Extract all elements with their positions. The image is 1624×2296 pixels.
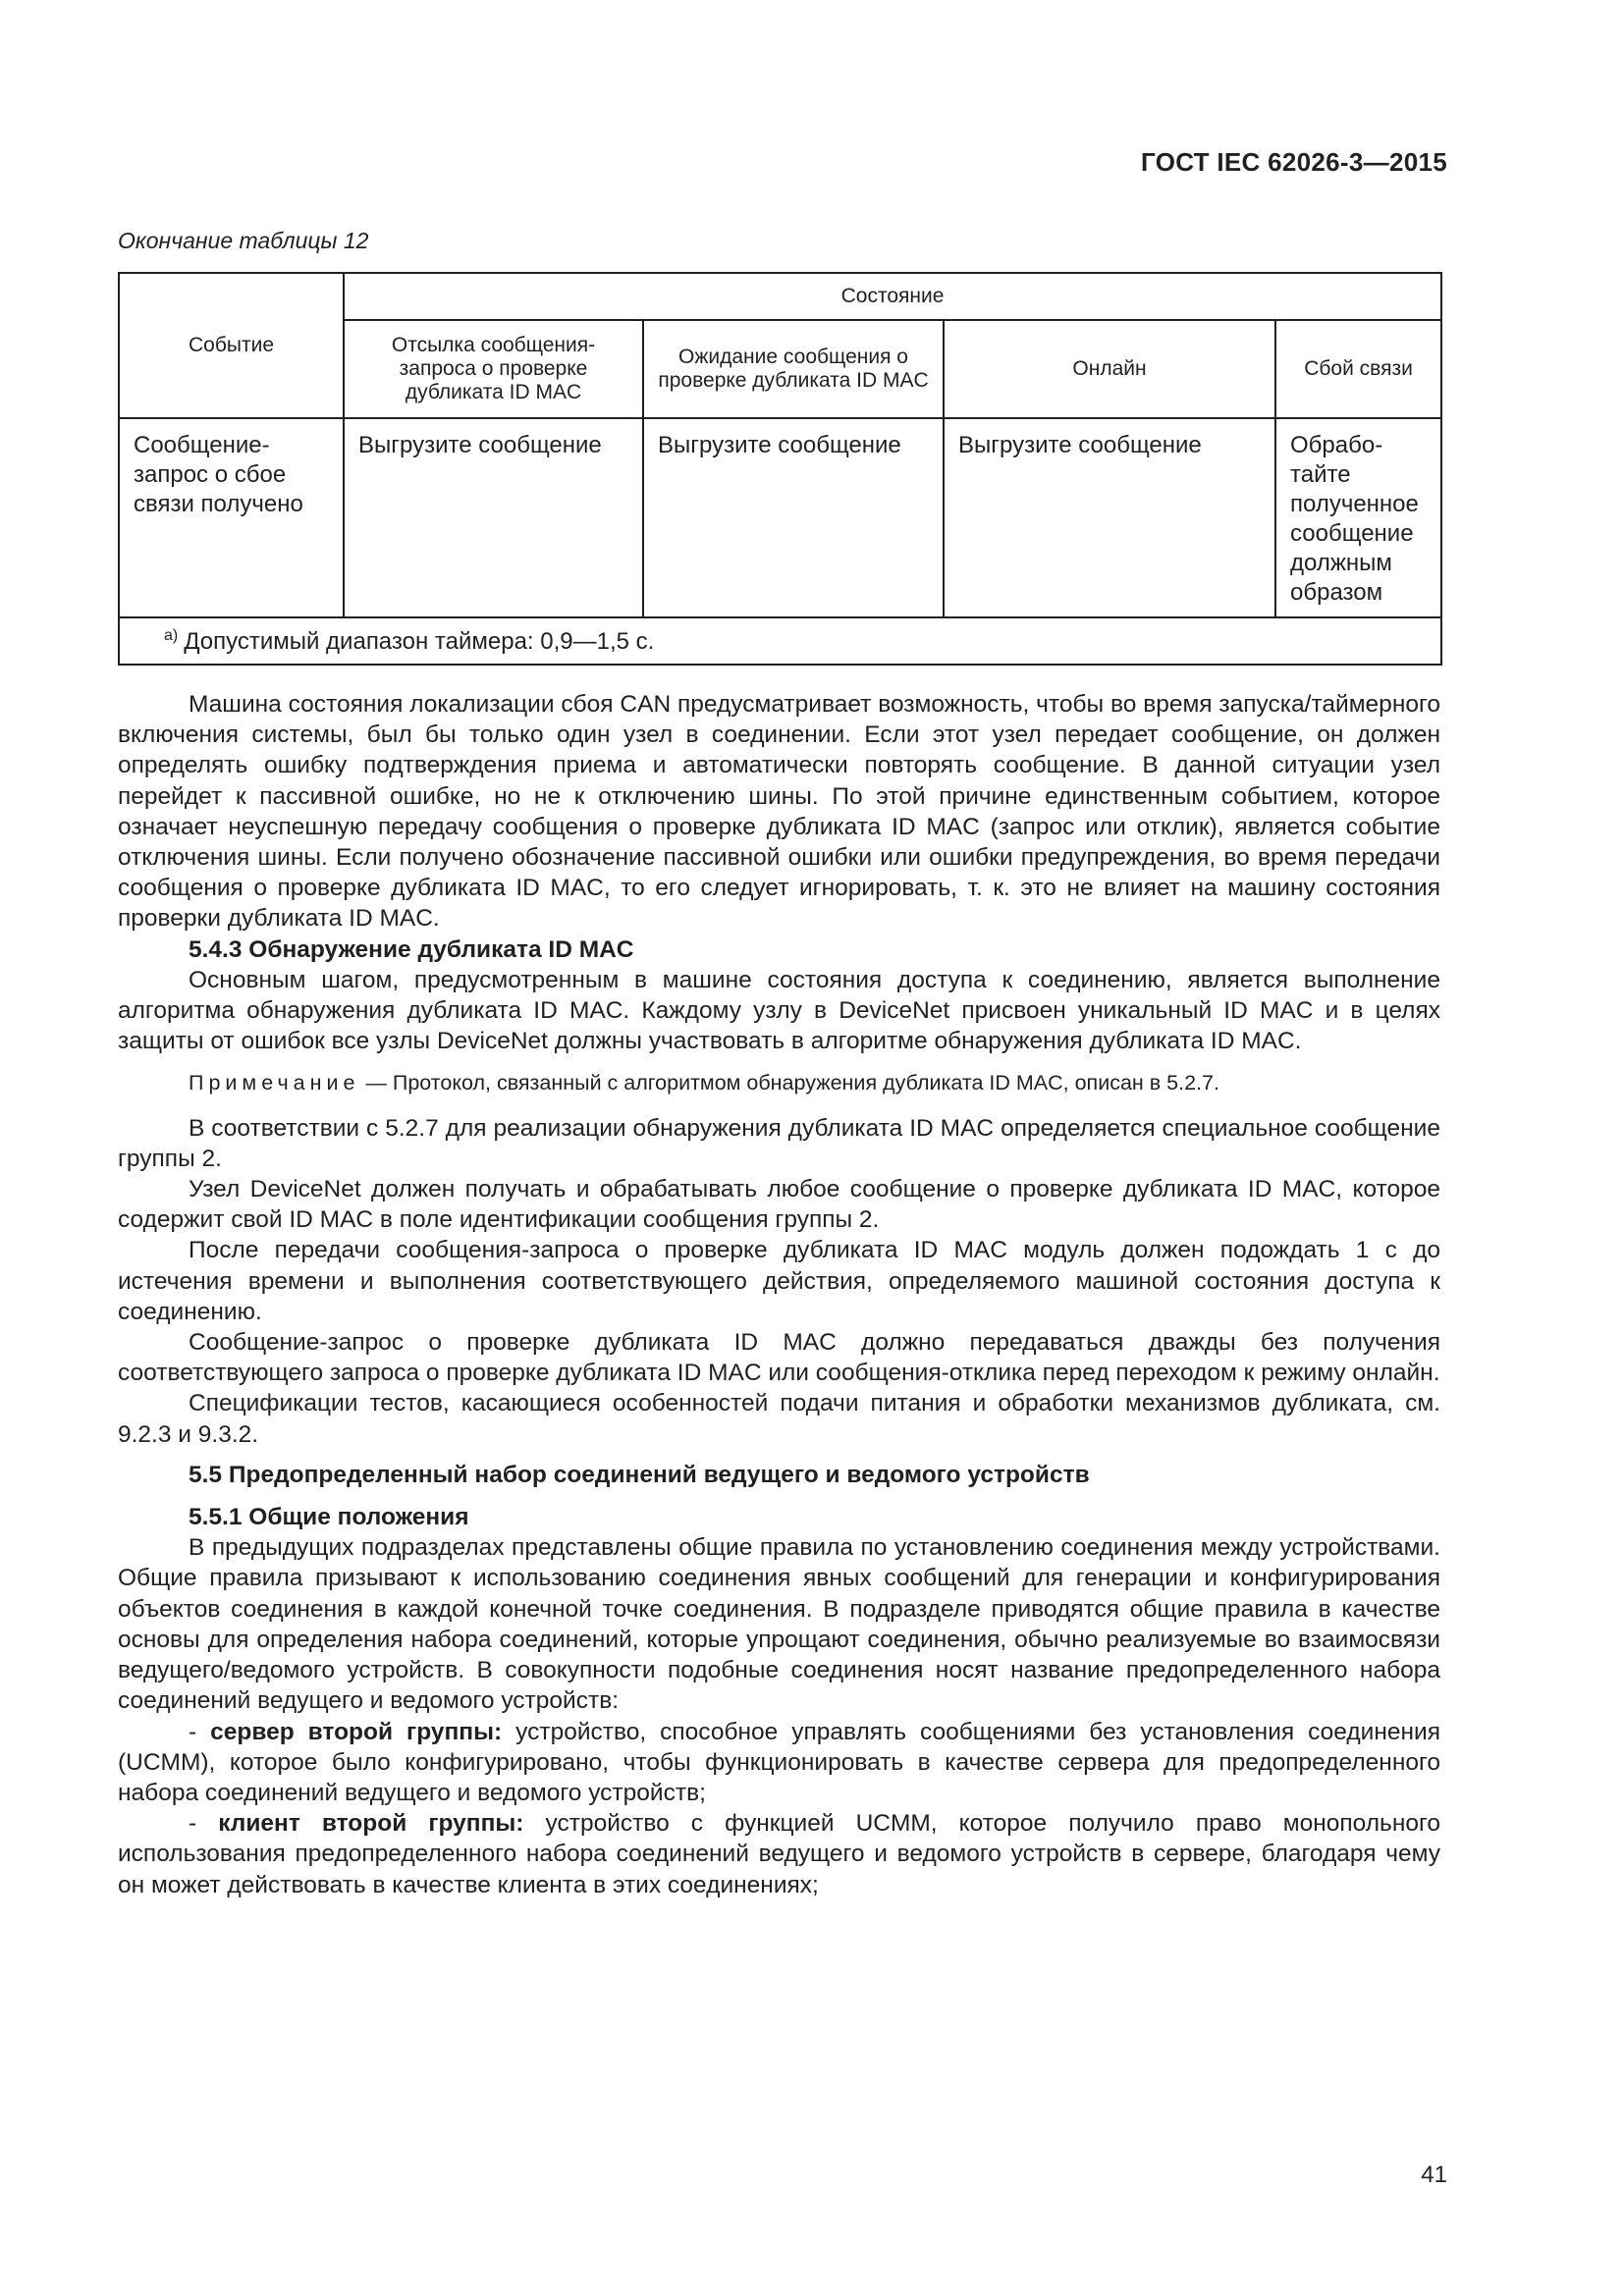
header-state-failure: Сбой связи — [1275, 320, 1441, 418]
paragraph: Узел DeviceNet должен получать и обрабатывать любое сообщение о проверке дубликата ID MAC, которое содержит свой ID MAC в поле идентификации сообщения группы 2. — [118, 1176, 1440, 1234]
table-caption: Окончание таблицы 12 — [118, 228, 369, 253]
body-text — [118, 689, 1440, 1900]
paragraph: Машина состояния локализации сбоя CAN предусматривает возможность, чтобы во время запуска/таймерного включения системы, был бы только один узел в соединении. Если этот узел передает сообщение, он должен определять ошибку подтверждения приема и автоматически повторять сообщение. В данной ситуации узел перейдет к пассивной ошибке, но не к отключению шины. По этой причине единственным событием, которое означает неуспешную передачу сообщения о проверке дубликата ID MAC (запрос или отклик), является событие отключения шины. Если получено обозначение пассивной ошибки или ошибки предупреждения, во время передачи сообщения о проверке дубликата ID MAC, то его следует игнорировать, т. к. это не влияет на машину состояния проверки дубликата ID MAC. — [118, 691, 1440, 933]
list-item — [118, 1808, 1440, 1900]
paragraph: После передачи сообщения-запроса о проверке дубликата ID MAC модуль должен подождать 1 с до истечения времени и выполнения соответствующего действия, определяемого машиной состояния доступа к соединению. — [118, 1237, 1440, 1325]
table-footnote — [119, 617, 1441, 665]
page-number: 41 — [1421, 2162, 1447, 2188]
header-event: Событие — [119, 273, 344, 418]
paragraph: Спецификации тестов, касающиеся особенностей подачи питания и обработки механизмов дубликата, см. 9.2.3 и 9.3.2. — [118, 1390, 1440, 1448]
footnote-text: Допустимый диапазон таймера: 0,9—1,5 с. — [184, 627, 655, 655]
cell-sending: Выгрузите сообщение — [344, 418, 643, 617]
cell-event: Сообщение-запрос о сбое связи получено — [119, 418, 344, 617]
note — [118, 1068, 1440, 1098]
bullet-text: устройство с функцией UCMM, которое получило право монопольного использования предопределенного набора соединений ведущего и ведомого устройств в сервере, благодаря чему он может действовать в качестве клиента в этих соединениях; — [118, 1810, 1440, 1898]
section-heading-5-5: 5.5 Предопределенный набор соединений ведущего и ведомого устройств — [189, 1461, 1090, 1488]
paragraph: В предыдущих подразделах представлены общие правила по установлению соединения между устройствами. Общие правила призывают к использованию соединения явных сообщений для генерации и конфигурирования объектов соединения в каждой конечной точке соединения. В подразделе приводятся общие правила в качестве основы для определения набора соединений, которые упрощают соединения, обычно реализуемые во взаимосвязи ведущего/ведомого устройств. В совокупности подобные соединения носят название предопределенного набора соединений ведущего и ведомого устройств: — [118, 1534, 1440, 1715]
footnote-mark: a) — [164, 626, 179, 644]
paragraph: Сообщение-запрос о проверке дубликата ID MAC должно передаваться дважды без получения соответствующего запроса о проверке дубликата ID MAC или сообщения-отклика перед переходом к режиму онлайн. — [118, 1329, 1440, 1387]
header-state-group: Состояние — [344, 273, 1441, 320]
state-table — [118, 272, 1442, 666]
bullet-text: устройство, способное управлять сообщениями без установления соединения (UCMM), которое было конфигурировано, чтобы функционировать в качестве сервера для предопределенного набора соединений ведущего и ведомого устройств; — [118, 1718, 1440, 1806]
paragraph: Основным шагом, предусмотренным в машине состояния доступа к соединению, является выполнение алгоритма обнаружения дубликата ID MAC. Каждому узлу в DeviceNet присвоен уникальный ID MAC и в целях защиты от ошибок все узлы DeviceNet должны участвовать в алгоритме обнаружения дубликата ID MAC. — [118, 966, 1440, 1055]
header-state-sending: Отсылка сообщения-запроса о проверке дубликата ID MAC — [344, 320, 643, 418]
table-row — [119, 418, 1441, 617]
cell-failure: Обрабо-тайте полученное сообщение должным образом — [1275, 418, 1441, 617]
bullet-term: клиент второй группы: — [218, 1810, 524, 1838]
header-state-online: Онлайн — [944, 320, 1275, 418]
cell-waiting: Выгрузите сообщение — [643, 418, 944, 617]
cell-online: Выгрузите сообщение — [944, 418, 1275, 617]
table-footnote-row — [119, 617, 1441, 665]
note-label: Примечание — [189, 1071, 360, 1095]
note-text: — Протокол, связанный с алгоритмом обнаружения дубликата ID MAC, описан в 5.2.7. — [359, 1071, 1219, 1095]
table-header-row — [119, 273, 1441, 320]
header-state-waiting: Ожидание сообщения о проверке дубликата ID MAC — [643, 320, 944, 418]
list-item — [118, 1717, 1440, 1809]
bullet-term: сервер второй группы: — [210, 1718, 503, 1745]
paragraph: В соответствии с 5.2.7 для реализации обнаружения дубликата ID MAC определяется специальное сообщение группы 2. — [118, 1114, 1440, 1172]
document-code: ГОСТ IEC 62026-3—2015 — [1141, 147, 1447, 177]
section-heading-5-5-1: 5.5.1 Общие положения — [189, 1504, 469, 1531]
bullet-dash: - — [189, 1810, 219, 1838]
section-heading-5-4-3: 5.4.3 Обнаружение дубликата ID MAC — [189, 935, 634, 963]
bullet-dash: - — [189, 1718, 211, 1745]
